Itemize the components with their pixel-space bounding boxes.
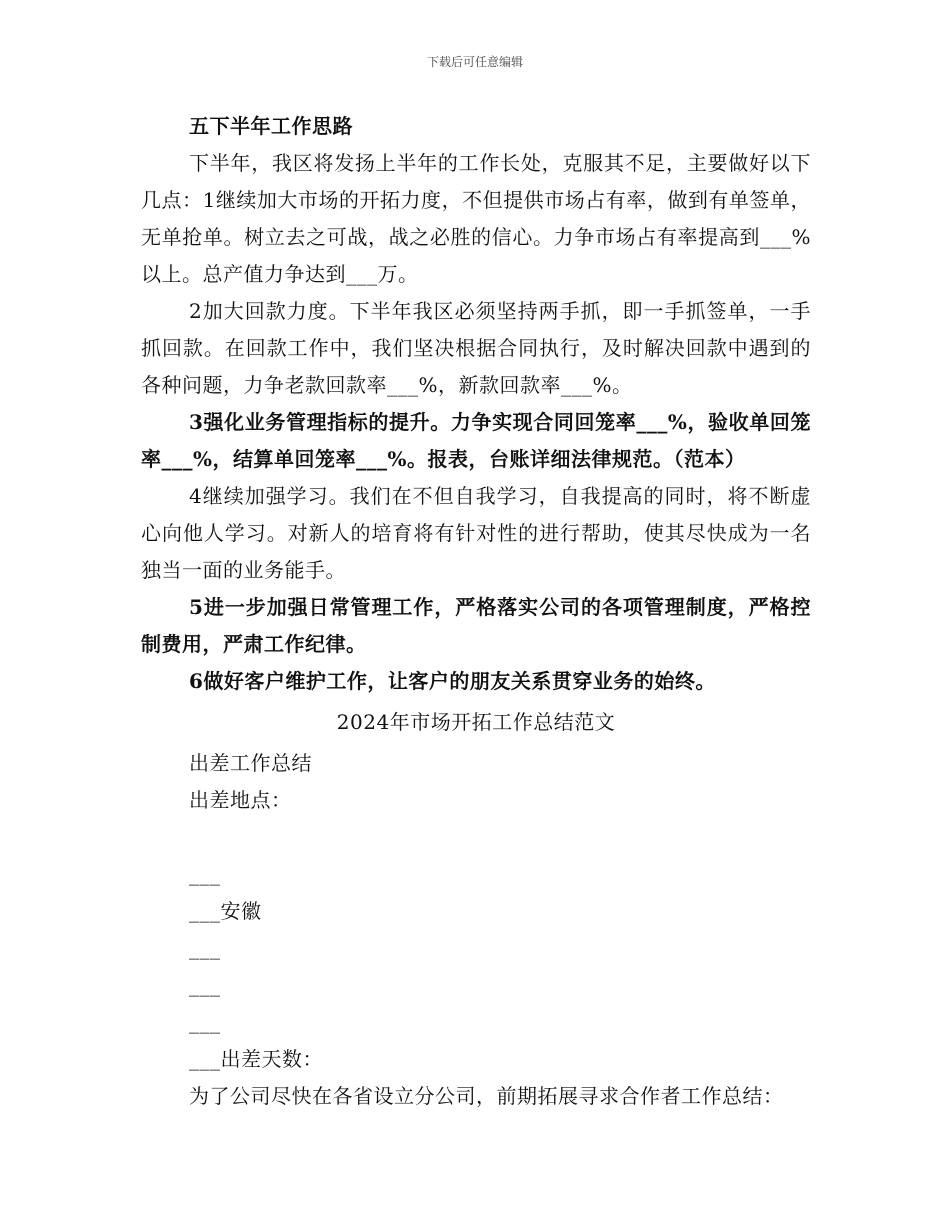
line-underscore-3: ___: [189, 973, 221, 997]
section-heading: 五下半年工作思路: [189, 114, 353, 138]
line-underscore-2: ___: [189, 936, 221, 960]
line-blank: [141, 819, 811, 856]
paragraph-2: 2加大回款力度。下半年我区必须坚持两手抓，即一手抓签单，一手抓回款。在回款工作中，我们坚决根据合同执行，及时解决回款中遇到的各种问题，力争老款回款率___%，新款回款率___%。: [141, 299, 811, 397]
paragraph-6: 6做好客户维护工作，让客户的朋友关系贯穿业务的始终。: [189, 669, 716, 693]
line-underscore-1: ___: [189, 862, 221, 886]
paragraph-4: 4继续加强学习。我们在不但自我学习，自我提高的同时，将不断虚心向他人学习。对新人的培育将有针对性的进行帮助，使其尽快成为一名独当一面的业务能手。: [141, 484, 811, 582]
page-header-note: 下载后可任意编辑: [426, 55, 523, 69]
line-location-label: 出差地点：: [189, 788, 292, 812]
document-title: 2024年市场开拓工作总结范文: [336, 710, 616, 734]
line-summary-intro: 为了公司尽快在各省设立分公司，前期拓展寻求合作者工作总结：: [189, 1084, 784, 1108]
line-report-title: 出差工作总结: [189, 751, 312, 775]
line-days-label: ___出差天数：: [189, 1047, 323, 1071]
line-anhui: ___安徽: [189, 899, 262, 923]
paragraph-3: 3强化业务管理指标的提升。力争实现合同回笼率___%，验收单回笼率___%，结算单回笼率___%。报表，台账详细法律规范。（范本）: [141, 410, 811, 471]
paragraph-1: 下半年，我区将发扬上半年的工作长处，克服其不足，主要做好以下几点：1继续加大市场的开拓力度，不但提供市场占有率，做到有单签单，无单抢单。树立去之可战，战之必胜的信心。力争市场占有率提高到___%以上。总产值力争达到___万。: [141, 151, 811, 286]
line-underscore-4: ___: [189, 1010, 221, 1034]
document-body: [141, 108, 811, 1115]
paragraph-5: 5进一步加强日常管理工作，严格落实公司的各项管理制度，严格控制费用，严肃工作纪律。: [141, 595, 811, 656]
